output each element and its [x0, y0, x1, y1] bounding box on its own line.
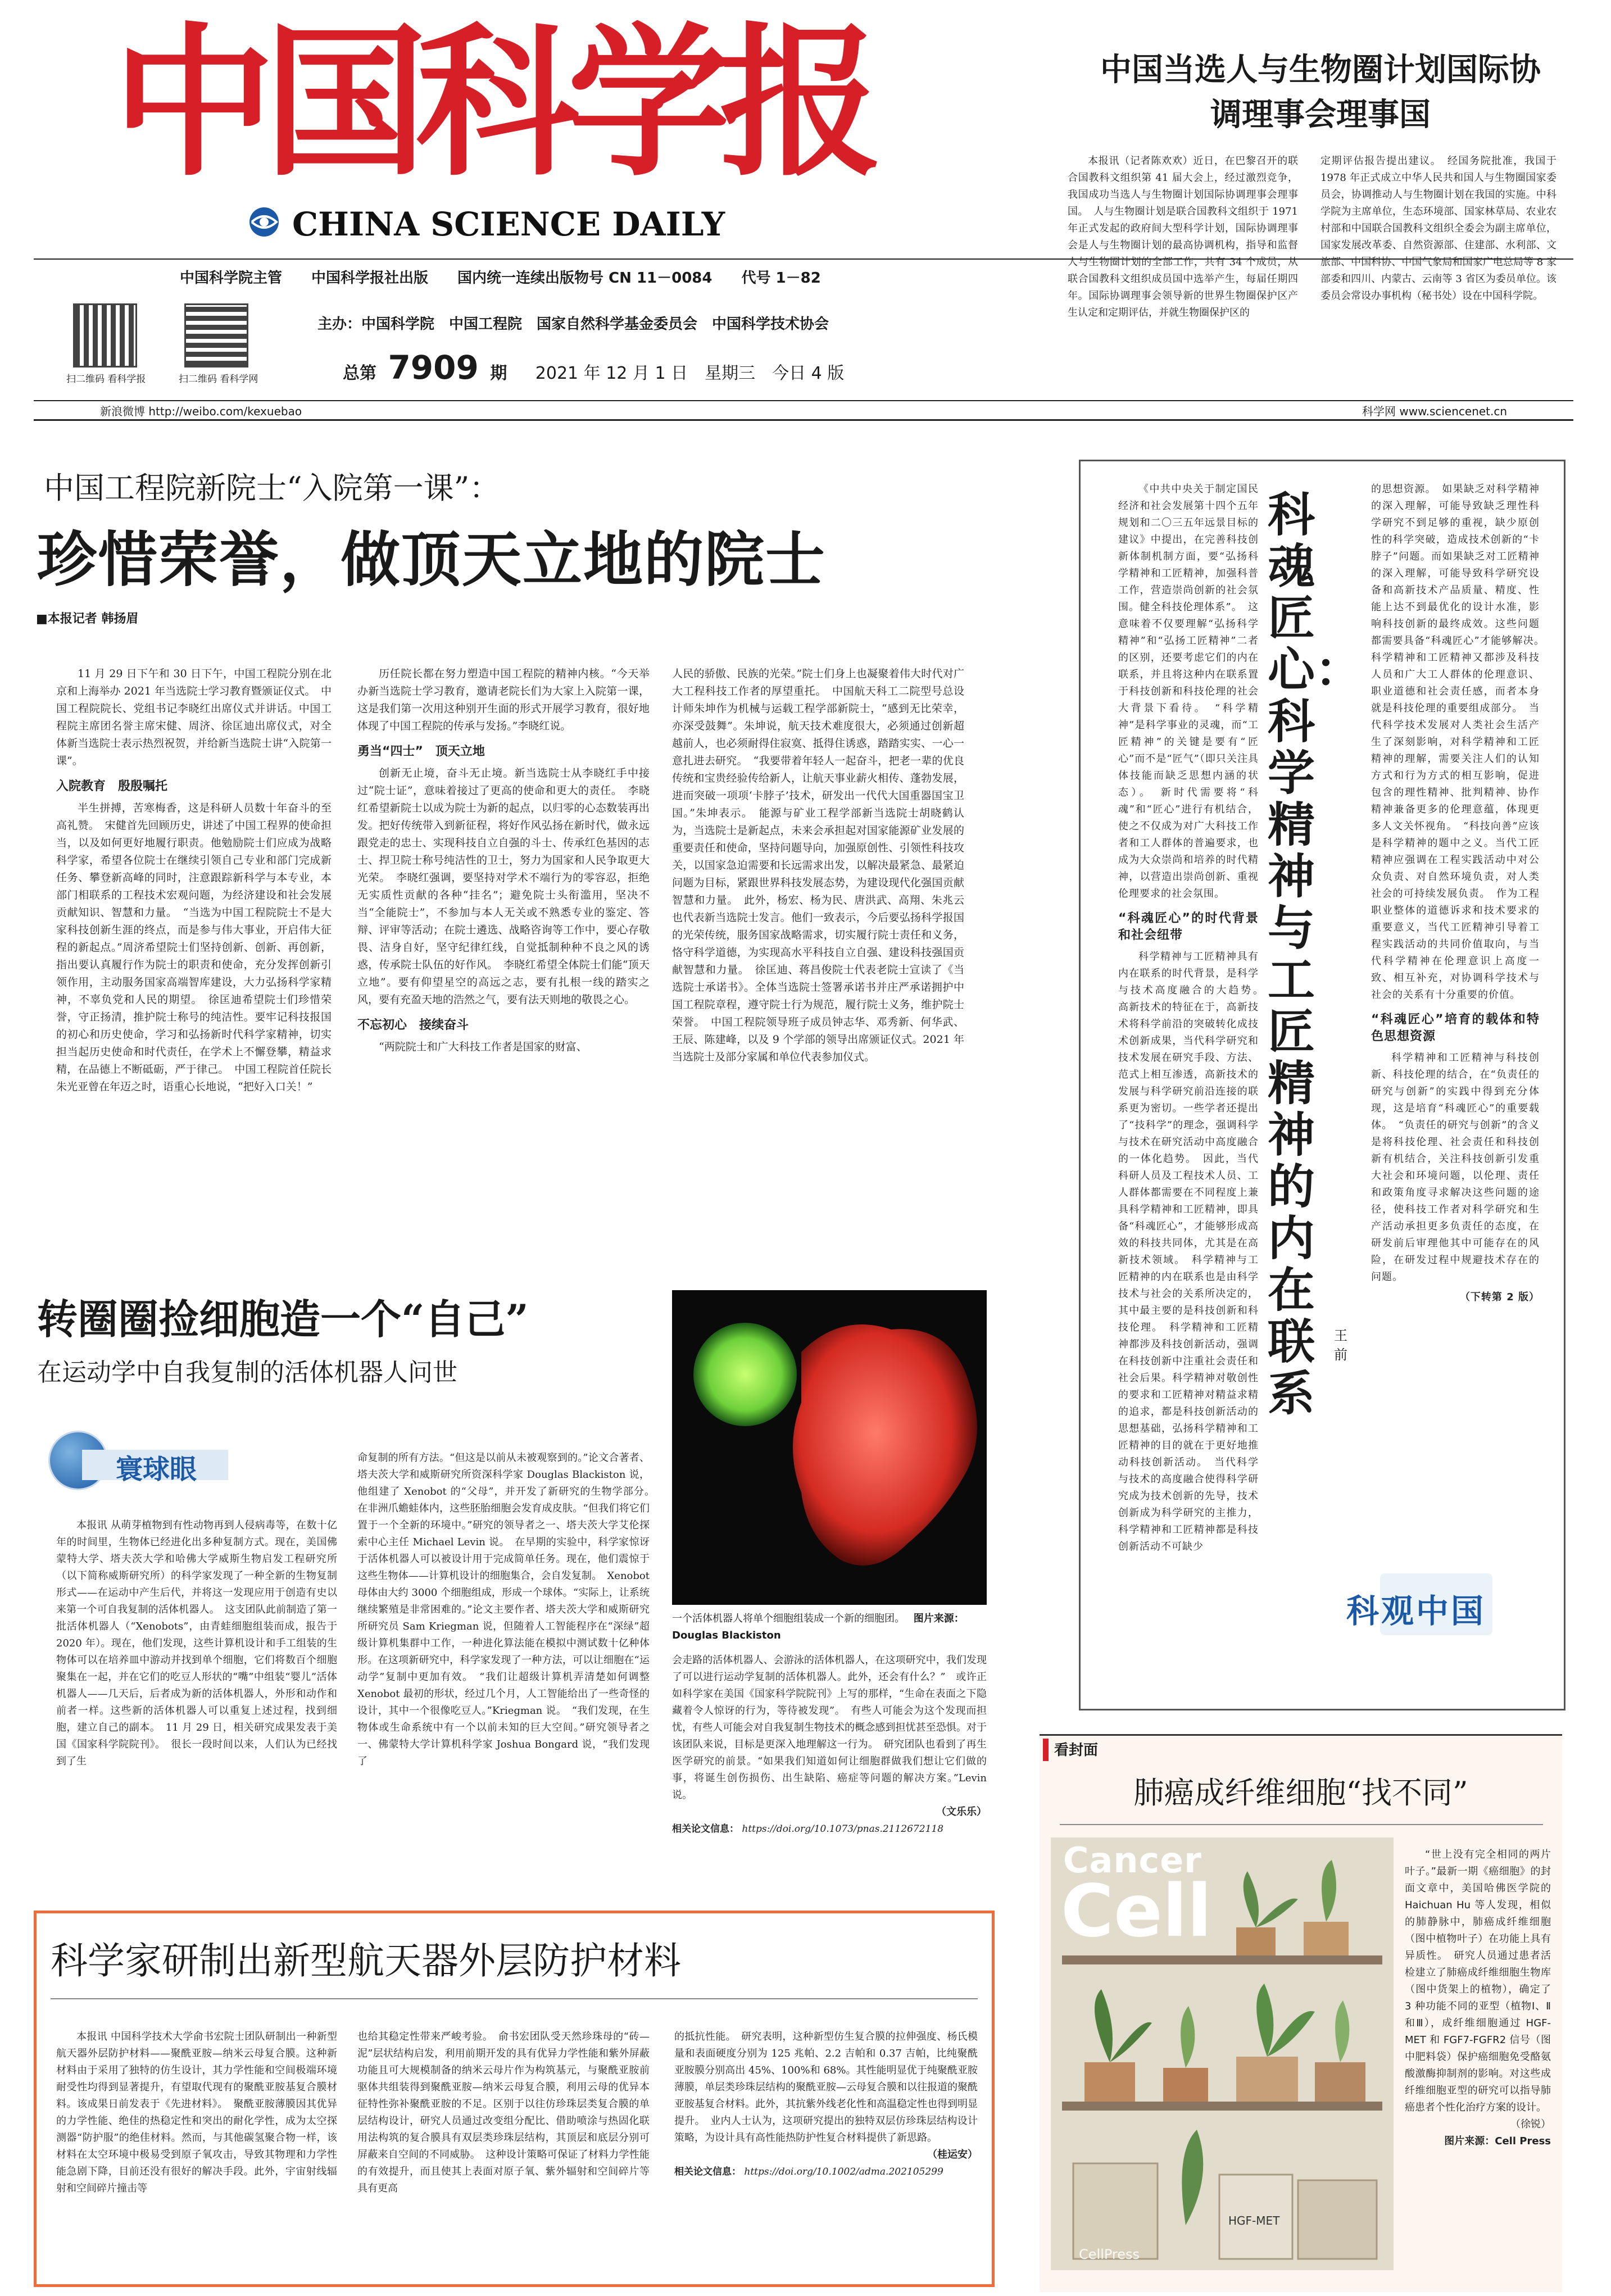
commentary-col-a2-text: 科学精神与工匠精神具有内在联系的时代背景，是科学与技术高度融合的大趋势。 高新技术的特征在于，高新技术将科学前沿的突破转化成技术创新成果，当代科学研究和技术发展在研究手段、方法、范式上相互渗透，高新技术的发展与科学研究前沿连接的联系更为密切。一些学者还提出了“技科学”的理念，强调科学与技术在研究活动中高度融合的一体化趋势。 因此，当代科研人员及工程技术人员、工人群体都需要在不同程度上兼具科学精神和工匠精神，即具备“科魂匠心”，才能够形成高效的科技共同体，尤其是在高新技术领域。 科学精神与工匠精神的内在联系也是由科学技术与社会的关系所决定的，其中最主要的是科技创新和科技伦理。 科学精神和工匠精神都涉及科技创新活动，强调在科技创新中注重社会责任和社会后果。科学精神对敬创性的要求和工匠精神对精益求精的追求，都是科技创新活动的思想基础，弘扬科学精神和工匠精神的目的就在于更好地推动科技创新活动。 当代科学与技术的高度融合使得科学研究成为技术创新的先导，技术创新成为科学研究的主推力，科学精神和工匠精神都是科技创新活动不可缺少 — [1118, 951, 1269, 1553]
top-story-headline: 中国当选人与生物圈计划国际协调理事会理事国 — [1100, 51, 1541, 133]
cover-journal-word-2: Cell — [1061, 1870, 1212, 1953]
story1-sub-heading-1: 入院教育 殷殷嘱托 — [56, 779, 168, 793]
story2-col3 — [672, 1652, 987, 1837]
story1-sub-heading-3: 不忘初心 接续奋斗 — [357, 1018, 469, 1032]
commentary-continued-note: （下转第 2 版） — [1459, 1291, 1540, 1303]
commentary-author: 王前 — [1334, 1328, 1347, 1363]
cover-label: 看封面 — [1054, 1742, 1099, 1759]
story3-col2 — [357, 2029, 650, 2197]
commentary-col-b — [1371, 481, 1550, 1306]
qr-code-paper[interactable] — [73, 303, 137, 367]
story2-signature: （文乐乐） — [936, 1806, 987, 1818]
story2-col2-text: 命复制的所有方法。“但这是以前从未被观察到的。”论文合著者、塔夫茨大学和威斯研究所资深科学家 Douglas Blackiston 说，他组建了 Xenobot 的“父母”，并开发了新研究的生物学部分。 在非洲爪蟾蛙体内，这些胚胎细胞会发育成皮肤。“但我们将它们置于一个全新的环境中。”研究的领导者之一、塔夫茨大学艾伦探索中心主任 Michael Levin 说。 在早期的实验中，科学家惊讶于活体机器人可以被设计用于完成简单任务。现在，他们震惊于这些生物体——计算机设计的细胞集合，会自发复制。 Xenobot 母体由大约 3000 个细胞组成，形成一个球体。“实际上，让系统继续繁殖是非常困难的。”论文主要作者、塔夫茨大学和威斯研究所研究员 Sam Kriegman 说，但随着人工智能程序在“深绿”超级计算机集群中工作，一种进化算法能在模拟中测试数十亿种体形。在这项新研究中，科学家发现了一种方法，可以让细胞在“运动学”复制中更加有效。 “我们让超级计算机弄清楚如何调整 Xenobot 最初的形状，经过几个月，人工智能给出了一些奇怪的设计，其中一个很像吃豆人。”Kriegman 说。 “我们发现，在生物体或生命系统中有一个以前未知的巨大空间。”研究领导者之一、佛蒙特大学计算机科学家 Joshua Bongard 说，“我们发现了 — [357, 1452, 660, 1767]
issue-number: 7909 — [388, 348, 479, 387]
story3-col2-text: 也给其稳定性带来严峻考验。 俞书宏团队受天然珍珠母的“砖—泥”层状结构启发，利用前期开发的具有优异力学性能和紫外屏蔽功能且可大规模制备的纳米云母片作为构筑基元，与聚酰亚胺前驱体共组装得到聚酰亚胺—纳米云母复合膜，利用云母的优异本征特性弥补聚酰亚胺的不足。区别于以往仿珍珠层类复合膜的单层结构设计，研究人员通过改变组分配比、借助喷涂与热固化联用法构筑的复合膜具有双层类珍珠层结构，其顶层和底层分别可屏蔽来自空间的不同威胁。 这种设计策略可保证了材料力学性能的有效提升，而且使其上表面对原子氧、紫外辐射和空间碎片等具有更高 — [357, 2031, 650, 2194]
commentary-badge — [1346, 1562, 1549, 1646]
cover-credit: 图片来源：Cell Press — [1444, 2135, 1551, 2147]
story3-signature: （桂运安） — [927, 2149, 978, 2161]
website-link[interactable]: 科学网 www.sciencenet.cn — [1362, 405, 1508, 418]
qr-label-paper: 扫二维码 看科学报 — [66, 374, 146, 385]
story1-col2c-text: “两院院士和广大科技工作者是国家的财富、 — [379, 1041, 587, 1053]
issue-date: 2021 年 12 月 1 日 星期三 今日 4 版 — [535, 364, 845, 383]
story3-col1 — [56, 2029, 337, 2197]
story1-byline: ■本报记者 韩扬眉 — [36, 612, 139, 626]
xenobot-photo — [672, 1290, 987, 1605]
story1-headline: 珍惜荣誉，做顶天立地的院士 — [37, 524, 826, 595]
story1-col1b-text: 半生拼搏，苦寒梅香，这是科研人员数十年奋斗的至高礼赞。 宋健首先回顾历史，讲述了中国工程界的使命担当，以及如何更好地履行职责。他勉励院士们应成为战略科学家，希望各位院士在继续引领自己专业和部门完成新任务、攀登新高峰的同时，注意跟踪新科学与本专业，本部门相联系的工程技术宏观问题，为经济建设和社会发展贡献知识、智慧和力量。 “当选为中国工程院院士不是大家科技创新生涯的终点，而是参与伟大事业，开启伟大征程的新起点。”周济希望院士们坚持创新、创新、再创新，指出要认真履行作为院士的职责和使命，充分发挥创新引领作用，主动服务国家高端智库建设，大力弘扬科学家精神，不辜负党和人民的期望。 徐匡迪希望院士们珍惜荣誉，守正扬清，推护院士称号的纯洁性。要牢记科技报国的初心和历史使命，学习和弘扬新时代科学家精神，切实担当起历史使命和时代责任，在学术上不懈登攀，精益求精，在品德上不断砥砺，严于律己。 中国工程院首任院长朱光亚曾在年迈之时，语重心长地说，“把好入口关！” — [56, 802, 332, 1093]
column-logo-text: 寰球眼 — [116, 1454, 197, 1485]
story2-reference-link[interactable]: https://doi.org/10.1073/pnas.2112672118 — [742, 1823, 944, 1835]
qr-code-website[interactable] — [184, 303, 248, 367]
photo-caption — [672, 1610, 987, 1644]
sponsors-line: 主办：中国科学院 中国工程院 国家自然科学基金委员会 中国科学技术协会 — [317, 316, 829, 333]
story3-col1-text: 本报讯 中国科学技术大学俞书宏院士团队研制出一种新型航天器外层防护材料——聚酰亚胺—纳米云母复合膜。这种新材料由于采用了独特的仿生设计，其力学性能和空间极端环境耐受性均得到显著提升，有望取代现有的聚酰亚胺基复合膜材料。该成果日前发表于《先进材料》。 聚酰亚胺薄膜因其优异的力学性能、绝佳的热稳定性和突出的耐化学性，成为太空探测器“防护服”的绝佳材料。然而，与其他碳氢聚合物一样，该材料在太空环境中极易受到原子氧攻击，导致其物理和力学性能急剧下降，目前还没有很好的解决手段。此外，宇宙射线辐射和空间碎片撞击等 — [56, 2031, 337, 2194]
story2-col2 — [357, 1450, 660, 1770]
story1-sub-heading-2: 勇当“四士” 顶天立地 — [357, 745, 485, 759]
commentary-title: 科魂匠心：科学精神与工匠精神的内在联系 — [1268, 487, 1363, 1421]
story2-reference — [672, 1821, 987, 1837]
story3-col3 — [674, 2029, 978, 2180]
cover-journal-word-1: Cancer — [1063, 1840, 1202, 1881]
story2-col1-text: 本报讯 从萌芽植物到有性动物再到人侵病毒等，在数十亿年的时间里，生物体已经进化出多种复制方式。现在，美国佛蒙特大学、塔夫茨大学和哈佛大学威斯生物启发工程研究所（以下简称威斯研究所）的科学家发现了一种全新的生物复制形式——在运动中产生后代，并将这一发现应用于创造有史以来第一个可自我复制的活体机器人。 这支团队此前制造了第一批活体机器人（“Xenobots”，由青蛙细胞组装而成，报告于 2020 年）。现在，他们发现，这些计算机设计和手工组装的生物体可以在培养皿中游动并找到单个细胞，它们将数百个细胞聚集在一起，并在它们的吃豆人形状的“嘴”中组装“婴儿”活体机器人——几天后，后者成为新的活体机器人，外形和动作和前者一样。这些新的活体机器人可以重复上述过程，找到细胞，建立自己的副本。 11 月 29 日，相关研究成果发表于美国《国家科学院院刊》。 很长一段时间以来，人们认为已经找到了生 — [56, 1519, 337, 1767]
story2-reference-label: 相关论文信息： — [672, 1823, 739, 1835]
commentary-sub-heading-1: “科魂匠心”的时代背景和社会纽带 — [1118, 911, 1259, 942]
logo-globe-icon — [247, 205, 281, 239]
commentary-col-a — [1118, 481, 1269, 1555]
story3-headline: 科学家研制出新型航天器外层防护材料 — [51, 1939, 681, 1982]
story1-col3-text: 人民的骄傲、民族的光荣。”院士们身上也凝聚着伟大时代对广大工程科技工作者的厚望重托。 中国航天科工二院型号总设计师朱坤作为机械与运载工程学部新院士，“感到无比荣幸，亦深受鼓舞”。朱坤说，航天技术难度很大，必须通过创新超越前人，也必须耐得住寂寞、抵得住诱惑，踏踏实实、一心一意扎进去研究。 “我要带着年轻人一起奋斗，把老一辈的优良传统和宝贵经验传给新人，让航天事业薪火相传、蓬勃发展，进而突破一项项‘卡脖子’技术，研发出一代代大国重器国宝卫国。”朱坤表示。 能源与矿业工程学部新当选院士胡晓鹤认为，当选院士是新起点，未来会承担起对国家能源矿业发展的重要责任和使命，坚持问题导向，加强原创性、引领性科技攻关，以国家急迫需要和长远需求出发，以解决最紧急、最紧迫问题为目标，紧跟世界科技发展态势，为建设现代化强国贡献智慧和力量。 此外，杨宏、杨为民、唐洪武、高翔、朱兆云也代表新当选院士发言。他们一致表示，今后要弘扬科学报国的光荣传统，服务国家战略需求，切实履行院士责任和义务，恪守科学道德，为实现高水平科技自立自强、建设科技强国贡献智慧和力量。 徐匡迪、蒋昌俊院士代表老院士宣读了《当选院士承诺书》。全体当选院士签署承诺书并庄严承诺拥护中国工程院章程，遵守院士行为规范，履行院士义务，维护院士荣誉。 中国工程院领导班子成员钟志华、邓秀新、何华武、王辰、陈建峰，以及 9 个学部的领导出席颁证仪式。2021 年当选院士及部分家属和单位代表参加仪式。 — [672, 668, 964, 1063]
story3-col3-text: 的抵抗性能。 研究表明，这种新型仿生复合膜的拉伸强度、杨氏模量和表面硬度分别为 125 兆帕、2.2 吉帕和 0.37 吉帕，比纯聚酰亚胺膜分别高出 45%、100%和 68%。其性能明显优于纯聚酰亚胺薄膜，单层类珍珠层结构的聚酰亚胺—云母复合膜和以往报道的聚酰亚胺基复合材料。此外，其抗紫外线老化性和高温稳定性也得到明显提升。 业内人士认为，这项研究提出的独特双层仿珍珠层结构设计策略，为设计具有高性能热防护性复合材料提供了新思路。 — [674, 2031, 978, 2144]
photo-caption-text: 一个活体机器人将单个细胞组装成一个新的细胞团。 — [672, 1613, 905, 1625]
issue-suffix: 期 — [490, 364, 507, 383]
cover-headline: 肺癌成纤维细胞“找不同” — [1133, 1775, 1468, 1811]
story2-headline: 转圈圈捡细胞造一个“自己” — [37, 1295, 529, 1343]
weibo-link[interactable]: 新浪微博 http://weibo.com/kexuebao — [100, 405, 302, 418]
commentary-sub-heading-2: “科魂匠心”培育的载体和特色思想资源 — [1371, 1013, 1540, 1043]
cover-label-marker — [1043, 1739, 1049, 1761]
story1-col1-text: 11 月 29 日下午和 30 日下午，中国工程院分别在北京和上海举办 2021 年当选院士学习教育暨颁证仪式。 中国工程院院长、党组书记李晓红出席仪式并讲话。中国工程院主席团名誉主席宋健、周济、徐匡迪出席仪式，对全体新当选院士表示热烈祝贺，并给新当选院士讲“入院第一课”。 — [56, 668, 332, 767]
masthead-title: 中国科学报 — [112, 7, 871, 198]
story1-col2-text: 历任院长都在努力塑造中国工程院的精神内核。“今天举办新当选院士学习教育，邀请老院长们为大家上入院第一课，这是我们第一次用这种别开生面的形式开展学习教育，很好地体现了中国工程院的传承与发扬。”李晓红说。 — [357, 668, 650, 732]
cover-sack-label: HGF-MET — [1228, 2214, 1280, 2227]
cover-watermark: CellPress — [1079, 2247, 1140, 2262]
commentary-col-a-text: 《中共中央关于制定国民经济和社会发展第十四个五年规划和二〇三五年远景目标的建议》中提出，在完善科技创新体制机制方面，要“弘扬科学精神和工匠精神，加强科普工作，营造崇尚创新的社会氛围。健全科技伦理体系”。 这意味着不仅要理解“弘扬科学精神”和“弘扬工匠精神”二者的区别，还要考虑它们的内在联系，并且将这种内在联系置于科技创新和科技伦理的社会大背景下看待。 “科学精神”是科学事业的灵魂，而“工匠精神”的关键是要有“匠心”而不是“匠气”（即只关注具体技能而缺乏思想内涵的状态）。 新时代需要将“科魂”和“匠心”进行有机结合，使之不仅成为对广大科技工作者和工人群体的普遍要求，也成为大众崇尚和培养的时代精神，以营造出崇尚创新、重视伦理要求的社会氛围。 — [1118, 483, 1259, 900]
commentary-col-b-text: 的思想资源。 如果缺乏对科学精神的深入理解，可能导致缺乏理性科学研究不到足够的重视，缺少原创性的科学突破，造成技术创新的“卡脖子”问题。而如果缺乏对工匠精神的深入理解，可能导致科学研究设备和高新技术产品质量、精度、性能上达不到最优化的设计水准，影响科技创新的最终成效。这些问题都需要具备“科魂匠心”才能够解决。 科学精神和工匠精神又都涉及科技人员和广大工人群体的伦理意识、职业道德和社会责任感，而者本身就是科技伦理的重要组成部分。 当代科学技术发展对人类社会生活产生了深刻影响，对科学精神和工匠精神的理解，需要关注人们的认知方式和行为方式的相互影响，促进包含的理性精神、批判精神、协作精神兼备更多的伦理意蕴，体现更多人文关怀视角。 “科技向善”应该是科学精神的题中之义。当代工匠精神应强调在工程实践活动中对公众负责、对自然环境负责，对人类社会的可持续发展负责。 作为工程职业整体的道德诉求和技术要求的重要意义，当代工匠精神引导着工程实践活动的共同价值取向，与当代科学精神在伦理意识上高度一致、相互补充，对协调科学技术与社会的关系有十分重要的价值。 — [1371, 483, 1550, 1001]
top-story-col1 — [1068, 153, 1298, 321]
top-story-col2 — [1320, 153, 1556, 305]
story3-reference — [674, 2163, 978, 2180]
cancer-cell-cover — [1051, 1837, 1394, 2270]
masthead-english-title: CHINA SCIENCE DAILY — [292, 205, 725, 243]
story1-kicker: 中国工程院新院士“入院第一课”： — [44, 470, 500, 506]
story1-col2b-text: 创新无止境，奋斗无止境。新当选院士从李晓红手中接过“院士证”，意味着接过了更高的使命和更大的责任。 李晓红希望新院士以成为院士为新的起点，以归零的心态数装再出发。把好传统带入到新征程，将好作风弘扬在新时代，做永远跟党走的忠士、实现科技自立自强的斗士、传承红色基因的志士、捍卫院士称号纯洁性的卫士，努力为国家和人民争取更大光荣。 李晓红强调，要坚持对学术不端行为的零容忍，拒绝无实质性贡献的各种“挂名”；避免院士头衔滥用，坚决不当“全能院士”，不参加与本人无关或不熟悉专业的鉴定、答辩、评审等活动；在院士遴选、战略咨询等工作中，要心存敬畏、洁身自好，坚守纪律红线，自觉抵制种种不良之风的诱惑，传承院士队伍的好作风。 李晓红希望全体院士们能“顶天立地”。要有仰望星空的高远之志，要有扎根一线的踏实之风，要有充盈天地的浩然之气，要有法天则地的敬畏之心。 — [357, 767, 650, 1006]
story3-reference-link[interactable]: https://doi.org/10.1002/adma.202105299 — [744, 2166, 943, 2177]
issue-prefix: 总第 — [343, 364, 376, 383]
cover-signature: （徐锐） — [1510, 2118, 1551, 2130]
masthead-info-line: 中国科学院主管 中国科学报社出版 国内统一连续出版物号 CN 11－0084 代号 1－82 — [180, 270, 821, 287]
top-story-col1-text: 本报讯（记者陈欢欢）近日，在巴黎召开的联合国教科文组织第 41 届大会上，经过激烈竞争，我国成功当选人与生物圈计划国际协调理事会理事国。 人与生物圈计划是联合国教科文组织于 1971 年正式发起的政府间大型科学计划，国际协调理事会是人与生物圈计划的最高协调机构，指导和监督人与生物圈计划的全部工作，共有 34 个成员，从联合国教科文组织成员国中选举产生，每届任期四年。国际协调理事会领导新的世界生物圈保护区产生认定和定期评估，并就生物圈保护区的 — [1068, 155, 1298, 319]
issue-info — [343, 348, 844, 387]
story2-col1 — [56, 1517, 337, 1770]
top-story-col2-text: 定期评估报告提出建议。 经国务院批准，我国于 1978 年正式成立中华人民共和国人与生物圈国家委员会，协调推动人与生物圈计划在我国的实施。中科学院为主席单位，生态环境部、国家林草局、农业农村部和中国联合国教科文组织全委会为副主席单位，国家发展改革委、自然资源部、住建部、水利部、文旅部、中国科协、中国气象局和国家广电总局等 8 家部委和四川、内蒙古、云南等 3 省区为委员单位。该委员会常设办事机构（秘书处）设在中国科学院。 — [1320, 155, 1556, 302]
story1-col1 — [56, 665, 332, 1096]
qr-label-website: 扫二维码 看科学网 — [179, 374, 258, 385]
story3-reference-label: 相关论文信息： — [674, 2166, 741, 2177]
story2-subhead: 在运动学中自我复制的活体机器人问世 — [37, 1358, 457, 1387]
cover-text-body: “世上没有完全相同的两片叶子。”最新一期《癌细胞》的封面文章中，美国哈佛医学院的 Haichuan Hu 等人发现，相似的肺静脉中，肺癌成纤维细胞（图中植物叶子）在功能上具有异质性。 研究人员通过患者活检建立了肺癌成纤维细胞生物库（图中货架上的植物），确定了 3 种功能不同的亚型（植物Ⅰ、Ⅱ和Ⅲ），成纤维细胞通过 HGF-MET 和 FGF7-FGFR2 信号（图中肥料袋）保护癌细胞免受酪氨酸激酶抑制剂的影响。对这些成纤维细胞亚型的研究可以指导肺癌患者个性化治疗方案的设计。 — [1405, 1849, 1551, 2113]
column-logo — [48, 1427, 239, 1495]
photo-credit: 图片来源：Douglas Blackiston — [672, 1613, 964, 1641]
commentary-badge-text: 科观中国 — [1346, 1592, 1486, 1630]
commentary-col-b2-text: 科学精神和工匠精神与科技创新、科技伦理的结合，在“负责任的研究与创新”的实践中得到充分体现，这是培育“科魂匠心”的重要载体。 “负责任的研究与创新”的含义是将科技伦理、社会责任和科技创新有机结合，关注科技创新引发重大社会和环境问题，以伦理、责任和政策角度寻求解决这些问题的途径，使科技工作者对科学研究和生产活动承担更多负责任的态度，在研发前后审理他其中可能存在的风险，在研发过程中规避技术存在的问题。 — [1371, 1052, 1540, 1283]
story1-col3 — [672, 665, 964, 1066]
story2-col3-text: 会走路的活体机器人、会游泳的活体机器人，在这项研究中，我们发现了可以进行运动学复制的活体机器人。此外，还会有什么？” 或许正如科学家在美国《国家科学院院刊》上写的那样，“生命在表面之下隐藏着令人惊讶的行为，等待被发现”。 有些人可能会为这个发现而担忧，有些人可能会对自我复制生物技术的概念感到担忧甚至恐惧。对于该团队来说，目标是更深入地理解这一行为。 研究团队也看到了再生医学研究的前景。“如果我们知道如何让细胞群做我们想让它们做的事，将诞生创伤损伤、出生缺陷、癌症等问题的解决方案。”Levin 说。 — [672, 1654, 987, 1801]
cover-text — [1405, 1846, 1551, 2150]
story1-col2 — [357, 665, 650, 1056]
